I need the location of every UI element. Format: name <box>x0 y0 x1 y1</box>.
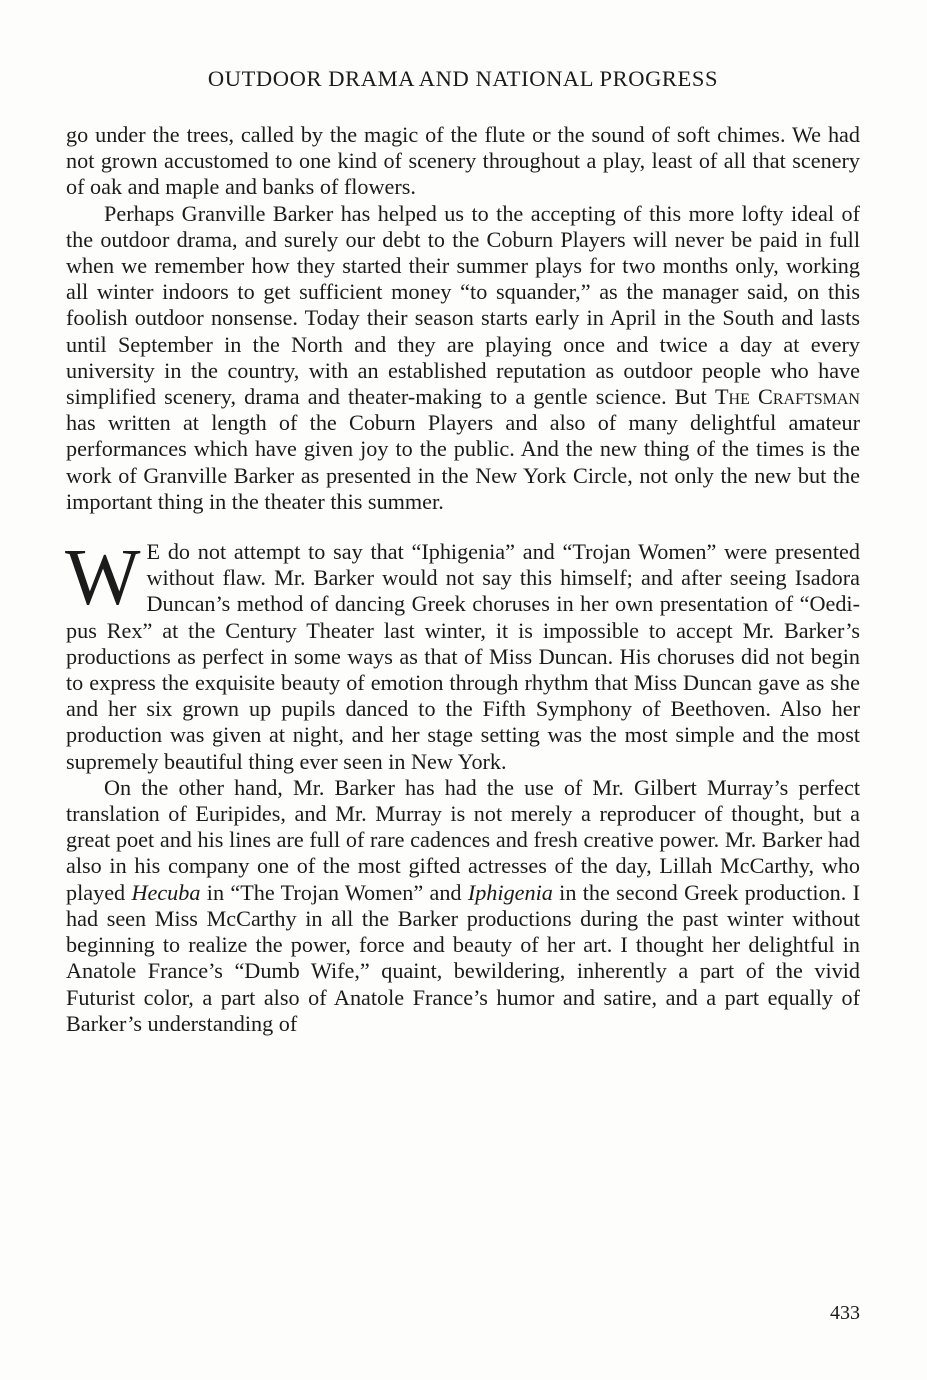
section-break <box>66 515 860 539</box>
drop-cap: W <box>65 534 141 623</box>
paragraph-text: in the second Greek production. I had seen Miss McCarthy in all the Barker productions during the past winter without beginning to realize the power, force and beauty of her art. I thought her delightful in Anatole France’s “Dumb Wife,” quaint, bewildering, inherently a part of the vivid Futurist color, a part also of Anatole France’s humor and satire, and a part equally of Barker’s understanding of <box>66 879 860 1036</box>
role-name: Hecuba <box>131 879 201 905</box>
paragraph-text: go under the trees, called by the magic of the flute or the sound of soft chimes. We had not grown accustomed to one kind of scenery throughout a play, least of all that scenery of oak and maple and banks of flowers. <box>66 122 860 200</box>
text-column <box>66 122 860 1037</box>
paragraph-text: in “The Trojan Women” and <box>200 879 468 905</box>
role-name: Iphigenia <box>467 879 553 905</box>
magazine-name: The Craftsman <box>715 384 860 410</box>
page-number: 433 <box>830 1302 860 1324</box>
paragraph-text: On the other hand, Mr. Barker has had the use of Mr. Gilbert Murray’s perfect translation of Euripides, and Mr. Murray is not merely a reproducer of thought, but a great poet and his lines are full of rare cadences and fresh creative power. Mr. Barker had also in his company one of the most gifted actresses of the day, Lillah McCarthy, who played <box>66 774 860 905</box>
paragraph-text: has written at length of the Coburn Players and also of many delightful amateur performances which have given joy to the public. And the new thing of the times is the work of Granville Barker as presented in the New York Circle, not only the new but the important thing in the theater this summer. <box>66 410 860 514</box>
paragraph-lillah-mccarthy <box>66 775 860 1037</box>
paragraph-coburn-players <box>66 201 860 515</box>
running-title: OUTDOOR DRAMA AND NATIONAL PROGRESS <box>207 66 719 91</box>
paragraph-greek-productions <box>65 534 860 775</box>
paragraph-text: Perhaps Granville Barker has helped us to the accepting of this more lofty ideal of the outdoor drama, and surely our debt to the Coburn Players will never be paid in full when we remember how they started their summer plays for two months only, working all winter indoors to get sufficient money “to squander,” as the manager said, on this foolish outdoor nonsense. Today their season starts early in April in the South and lasts until September in the North and they are playing once and twice a day at every university in the country, with an established reputation as outdoor people who have simplified scenery, drama and theater-making to a gentle science. But <box>66 200 860 410</box>
paragraph-text: E do not attempt to say that “Iphigenia” and “Trojan Women” were presented without flaw. Mr. Barker would not say this himself; and after seeing Isadora Duncan’s method of dancing Greek choruses in her own presentation of “Oedipus Rex” at the Century Theater last winter, it is impossible to accept Mr. Barker’s productions as perfect in some ways as that of Miss Duncan. His choruses did not begin to express the exquisite beauty of emotion through rhythm that Miss Duncan gave as she and her six grown up pupils danced to the Fifth Symphony of Beethoven. Also her production was given at night, and her stage setting was the most simple and the most supremely beautiful thing ever seen in New York. <box>66 539 860 774</box>
paragraph-continued <box>66 122 860 201</box>
